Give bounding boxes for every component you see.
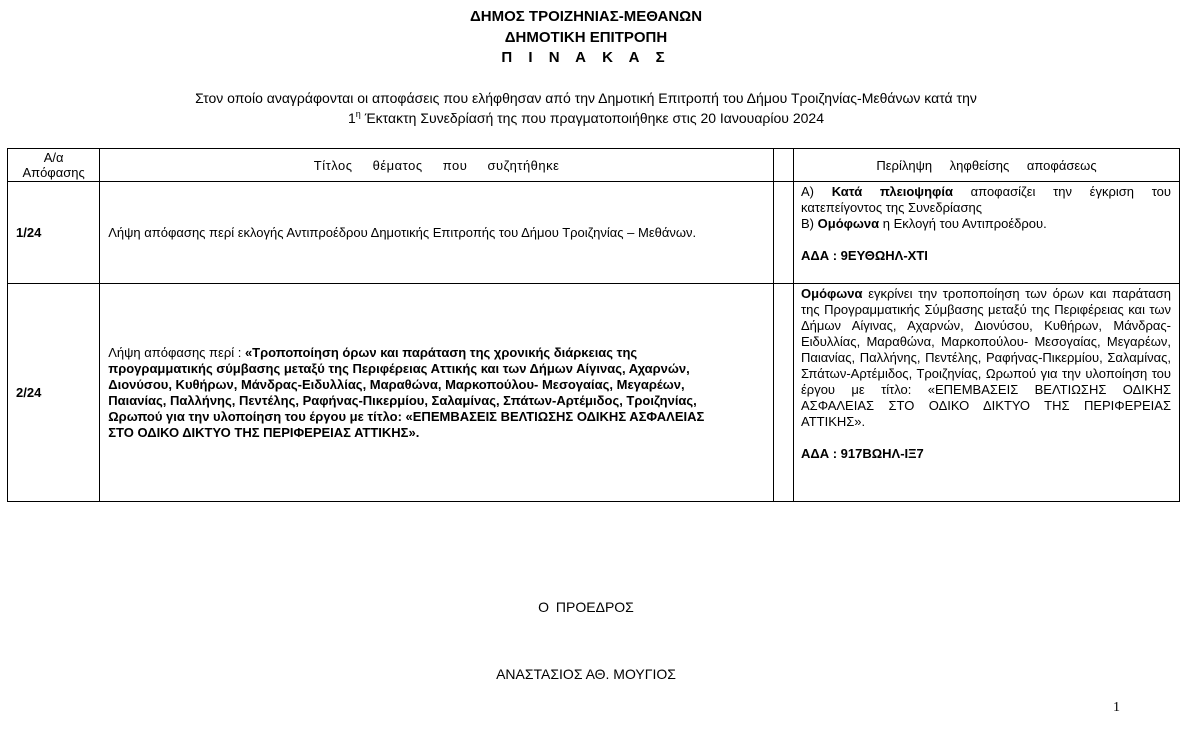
intro-line-2 [0, 110, 1172, 126]
summary-a-text: αποφασίζει την έγκριση του κατεπείγοντος της Συνεδρίασης [801, 184, 1171, 215]
summary-b-prefix: Β) [801, 216, 818, 231]
table-row [8, 182, 1180, 284]
decision-subject [100, 284, 774, 502]
decision-summary [794, 182, 1180, 284]
summary-b-text: η Εκλογή του Αντιπροέδρου. [879, 216, 1047, 231]
header-decision-number [8, 149, 100, 182]
blank-cell [773, 182, 793, 284]
summary-bold: Ομόφωνα [801, 286, 863, 301]
summary-item-b [801, 216, 1171, 232]
subject-bold-text: «Τροποποίηση όρων και παράταση της χρονικής διάρκειας της προγραμματικής σύμβασης μεταξύ της Περιφέρειας Αττικής και των Δήμων Αίγινας, Αχαρνών, Διονύσου, Κυθήρων, Μάνδρας-Ειδυλλίας, Μαραθώνα, Μαρκοπούλου- Μεσογαίας, Μεγαρέων, Παιανίας, Παλλήνης, Πεντέλης, Ραφήνας-Πικερμίου, Σαλαμίνας, Σπάτων-Αρτέμιδος, Τροιζηνίας, Ωρωπού για την υλοποίηση του έργου με τίτλο: «ΕΠΕΜΒΑΣΕΙΣ ΒΕΛΤΙΩΣΗΣ ΟΔΙΚΗΣ ΑΣΦΑΛΕΙΑΣ ΣΤΟ ΟΔΙΚΟ ΔΙΚΤΥΟ ΤΗΣ ΠΕΡΙΦΕΡΕΙΑΣ ΑΤΤΙΚΗΣ». [108, 344, 705, 440]
page-number: 1 [1113, 700, 1120, 715]
decisions-table [7, 148, 1180, 502]
summary-a-prefix: Α) [801, 184, 832, 199]
table-row [8, 284, 1180, 502]
decision-summary [794, 284, 1180, 502]
subject-text: Λήψη απόφασης περί εκλογής Αντιπροέδρου Δημοτικής Επιτροπής του Δήμου Τροιζηνίας – Μεθάνων. [108, 224, 697, 240]
summary-text [801, 286, 1171, 430]
president-role: Ο ΠΡΟΕΔΡΟΣ [538, 599, 634, 615]
header-number-line2: Απόφασης [22, 165, 85, 180]
summary-b-bold: Ομόφωνα [817, 216, 880, 231]
summary-rest: εγκρίνει την τροποποίηση των όρων και παράταση της Προγραμματικής Σύμβασης μεταξύ της Περιφέρειας και των Δήμων Αίγινας, Αχαρνών, Διονύσου, Κυθήρων, Μάνδρας-Ειδυλλίας, Μαραθώνα, Μαρκοπούλου- Μεσογαίας, Μεγαρέων, Παιανίας, Παλλήνης, Πεντέλης, Ραφήνας-Πικερμίου, Σαλαμίνας, Σπάτων-Αρτέμιδος, Τροιζηνίας, Ωρωπού για την υλοποίηση του έργου με τίτλο: «ΕΠΕΜΒΑΣΕΙΣ ΒΕΛΤΙΩΣΗΣ ΟΔΙΚΗΣ ΑΣΦΑΛΕΙΑΣ ΣΤΟ ΟΔΙΚΟ ΔΙΚΤΥΟ ΤΗΣ ΠΕΡΙΦΕΡΕΙΑΣ ΑΤΤΙΚΗΣ». [801, 286, 1171, 429]
blank-cell [773, 284, 793, 502]
ada-code: ΑΔΑ : 9ΕΥΘΩΗΛ-ΧΤΙ [801, 248, 928, 263]
intro-line-1: Στον οποίο αναγράφονται οι αποφάσεις που ελήφθησαν από την Δημοτική Επιτροπή του Δήμου Τροιζηνίας-Μεθάνων κατά την [195, 90, 977, 106]
ada-code: ΑΔΑ : 917ΒΩΗΛ-ΙΞ7 [801, 446, 924, 461]
municipality-title: ΔΗΜΟΣ ΤΡΟΙΖΗΝΙΑΣ-ΜΕΘΑΝΩΝ [469, 8, 703, 25]
session-number-suffix: η [355, 109, 361, 119]
decision-number: 2/24 [8, 284, 100, 502]
president-name: ΑΝΑΣΤΑΣΙΟΣ ΑΘ. ΜΟΥΓΙΟΣ [496, 666, 676, 682]
subject-text: Λήψη απόφασης περί : [108, 344, 245, 360]
session-description: Έκτακτη Συνεδρίασή της που πραγματοποιήθηκε στις 20 Ιανουαρίου 2024 [360, 110, 824, 126]
decision-subject [100, 182, 774, 284]
header-blank-column [773, 149, 793, 182]
header-subject-title: Τίτλος θέματος που συζητήθηκε [100, 149, 774, 182]
committee-title: ΔΗΜΟΤΙΚΗ ΕΠΙΤΡΟΠΗ [504, 29, 668, 46]
header-number-line1: Α/α [43, 150, 64, 165]
header-decision-summary: Περίληψη ληφθείσης αποφάσεως [794, 149, 1180, 182]
decision-number: 1/24 [8, 182, 100, 284]
table-header-row [8, 149, 1180, 182]
summary-a-bold: Κατά πλειοψηφία [831, 184, 953, 199]
document-type-title: Π Ι Ν Α Κ Α Σ [501, 49, 671, 66]
session-number: 1 [348, 110, 356, 126]
summary-item-a [801, 184, 1171, 216]
